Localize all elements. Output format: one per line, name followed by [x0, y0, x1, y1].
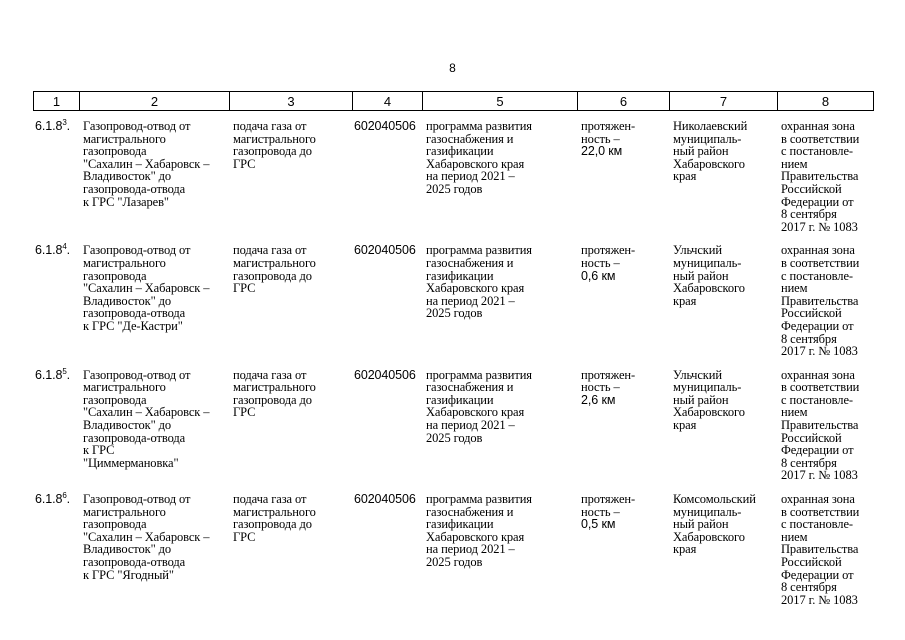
- header-cell-8: 8: [778, 92, 874, 111]
- page-number: 8: [449, 61, 456, 75]
- object-protection-zone: охранная зона в соответствии с постановле- нием Правительства Российской Федерации от 8 сентября 2017 г. № 1083: [781, 119, 860, 234]
- column-number-header: [33, 91, 874, 111]
- object-location: Комсомольский муниципаль- ный район Хабаровского края: [673, 492, 756, 557]
- item-number: 6.1.8$^4$.: [35, 242, 71, 258]
- object-purpose: подача газа от магистрального газопровода до ГРС: [233, 492, 316, 544]
- object-protection-zone: охранная зона в соответствии с постановле- нием Правительства Российской Федерации от 8 сентября 2017 г. № 1083: [781, 492, 860, 607]
- length-value: 0,5 км: [581, 517, 616, 532]
- item-number-superscript: 5: [62, 366, 67, 376]
- header-cell-6: 6: [578, 92, 670, 111]
- item-number: 6.1.8$^3$.: [35, 117, 71, 133]
- item-number: 6.1.8$^6$.: [35, 490, 71, 507]
- table-row: [33, 120, 873, 244]
- header-row: [34, 92, 874, 111]
- item-number-superscript: 3: [62, 117, 67, 127]
- length-value: 2,6 км: [581, 392, 616, 407]
- object-name: Газопровод-отвод от магистрального газопровода "Сахалин – Хабаровск – Владивосток" до газопровода-отвода к ГРС "Лазарев": [83, 119, 210, 209]
- length-label: протяжен- ность –: [581, 119, 636, 146]
- object-location: Ульчский муниципаль- ный район Хабаровского края: [673, 367, 745, 433]
- object-length: [577, 244, 669, 368]
- object-code: 602040506: [354, 119, 416, 133]
- header-cell-2: 2: [80, 92, 230, 111]
- object-location: Ульчский муниципаль- ный район Хабаровского края: [673, 243, 745, 308]
- length-label: протяжен- ность –: [581, 492, 636, 519]
- object-program: программа развития газоснабжения и газификации Хабаровского края на период 2021 – 2025 годов: [426, 492, 532, 569]
- header-cell-1: 1: [34, 92, 80, 111]
- length-value: 22,0 км: [581, 144, 623, 159]
- object-name: Газопровод-отвод от магистрального газопровода "Сахалин – Хабаровск – Владивосток" до газопровода-отвода к ГРС "Ягодный": [83, 492, 210, 582]
- object-program: программа развития газоснабжения и газификации Хабаровского края на период 2021 – 2025 годов: [426, 119, 532, 196]
- object-code: 602040506: [354, 243, 416, 258]
- length-value: 0,6 км: [581, 268, 616, 283]
- item-number-base: 6.1.8: [35, 367, 63, 382]
- object-purpose: подача газа от магистрального газопровода до ГРС: [233, 367, 316, 420]
- header-cell-7: 7: [670, 92, 778, 111]
- object-length: [577, 120, 669, 244]
- object-length: [577, 369, 669, 493]
- objects-table: [33, 117, 873, 617]
- table-row: [33, 244, 873, 368]
- item-number-base: 6.1.8: [35, 243, 63, 258]
- item-number-superscript: 4: [62, 242, 67, 252]
- object-length: [577, 493, 669, 617]
- length-label: протяжен- ность –: [581, 367, 636, 395]
- object-name: Газопровод-отвод от магистрального газопровода "Сахалин – Хабаровск – Владивосток" до газопровода-отвода к ГРС "Де-Кастри": [83, 243, 210, 333]
- object-purpose: подача газа от магистрального газопровода до ГРС: [233, 243, 316, 296]
- table-row: [33, 369, 873, 493]
- object-code: 602040506: [354, 492, 416, 507]
- item-number-superscript: 6: [62, 490, 67, 500]
- object-protection-zone: охранная зона в соответствии с постановле- нием Правительства Российской Федерации от 8 сентября 2017 г. № 1083: [781, 243, 860, 359]
- item-number: 6.1.8$^5$.: [35, 366, 71, 382]
- object-code: 602040506: [354, 367, 416, 382]
- object-name: Газопровод-отвод от магистрального газопровода "Сахалин – Хабаровск – Владивосток" до газопровода-отвода к ГРС "Циммермановка": [83, 367, 210, 470]
- length-label: протяжен- ность –: [581, 243, 636, 270]
- header-cell-4: 4: [353, 92, 423, 111]
- object-program: программа развития газоснабжения и газификации Хабаровского края на период 2021 – 2025 годов: [426, 243, 532, 321]
- item-number-base: 6.1.8: [35, 492, 63, 507]
- table-row: [33, 493, 873, 617]
- header-cell-5: 5: [423, 92, 578, 111]
- object-program: программа развития газоснабжения и газификации Хабаровского края на период 2021 – 2025 годов: [426, 367, 532, 445]
- object-location: Николаевский муниципаль- ный район Хабаровского края: [673, 119, 748, 184]
- object-protection-zone: охранная зона в соответствии с постановле- нием Правительства Российской Федерации от 8 сентября 2017 г. № 1083: [781, 367, 860, 483]
- header-cell-3: 3: [230, 92, 353, 111]
- object-purpose: подача газа от магистрального газопровода до ГРС: [233, 119, 316, 171]
- item-number-base: 6.1.8: [35, 119, 63, 133]
